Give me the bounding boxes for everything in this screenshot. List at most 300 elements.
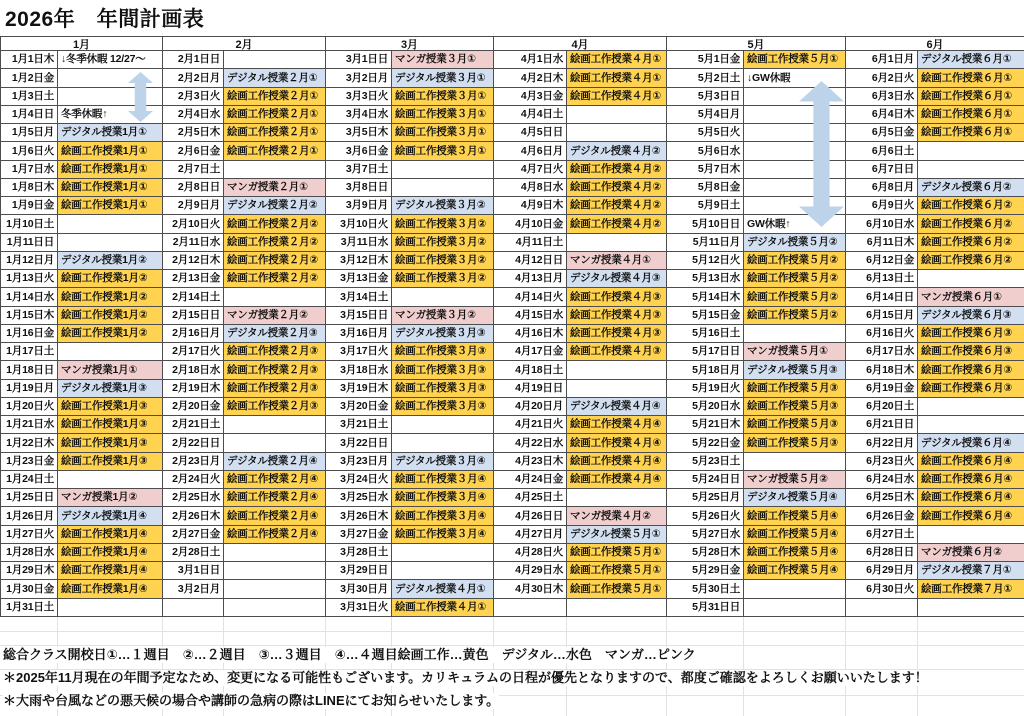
date-cell[interactable]: 1月18日日 [1, 361, 58, 379]
date-cell[interactable]: 6月2日火 [846, 69, 918, 87]
date-cell[interactable]: 6月3日水 [846, 88, 918, 106]
date-cell[interactable]: 2月20日金 [163, 398, 224, 416]
date-cell[interactable]: 3月13日金 [326, 270, 392, 288]
date-cell[interactable]: 6月6日土 [846, 142, 918, 160]
event-cell[interactable]: 冬季休暇↑ [58, 106, 163, 124]
date-cell[interactable]: 3月2日月 [326, 69, 392, 87]
event-cell[interactable]: 絵画工作授業1月① [58, 161, 163, 179]
date-cell[interactable]: 3月24日火 [326, 471, 392, 489]
event-cell[interactable]: 絵画工作授業５月① [567, 562, 667, 580]
date-cell[interactable]: 1月22日木 [1, 434, 58, 452]
event-cell[interactable]: マンガ授業２月① [224, 179, 326, 197]
date-cell[interactable]: 4月17日金 [494, 343, 567, 361]
date-cell[interactable]: 6月21日日 [846, 416, 918, 434]
date-cell[interactable]: 1月13日火 [1, 270, 58, 288]
date-cell[interactable]: 6月14日日 [846, 288, 918, 306]
event-cell[interactable] [567, 234, 667, 252]
date-cell[interactable]: 4月6日月 [494, 142, 567, 160]
date-cell[interactable]: 3月15日日 [326, 307, 392, 325]
event-cell[interactable] [224, 51, 326, 69]
date-cell[interactable]: 2月5日木 [163, 124, 224, 142]
event-cell[interactable]: 絵画工作授業1月② [58, 307, 163, 325]
date-cell[interactable]: 5月5日火 [667, 124, 744, 142]
date-cell[interactable]: 4月11日土 [494, 234, 567, 252]
event-cell[interactable]: デジタル授業６月③ [918, 307, 1024, 325]
legend-text[interactable]: 総合クラス開校日①…１週目 ②…２週目 ③…３週目 ④…４週目絵画工作…黄色 デジタル…水色 マンガ…ピンク [3, 647, 696, 662]
date-cell[interactable]: 1月27日火 [1, 526, 58, 544]
event-cell[interactable]: マンガ授業６月② [918, 544, 1024, 562]
date-cell[interactable]: 2月7日土 [163, 161, 224, 179]
event-cell[interactable]: 絵画工作授業５月③ [744, 434, 846, 452]
event-cell[interactable]: マンガ授業４月② [567, 507, 667, 525]
date-cell[interactable]: 4月9日木 [494, 197, 567, 215]
date-cell[interactable]: 6月4日木 [846, 106, 918, 124]
date-cell[interactable]: 5月4日月 [667, 106, 744, 124]
date-cell[interactable]: 2月24日火 [163, 471, 224, 489]
date-cell[interactable]: 4月2日木 [494, 69, 567, 87]
event-cell[interactable]: 絵画工作授業５月③ [744, 398, 846, 416]
date-cell[interactable]: 3月6日金 [326, 142, 392, 160]
event-cell[interactable]: デジタル授業1月③ [58, 380, 163, 398]
event-cell[interactable]: 絵画工作授業６月① [918, 88, 1024, 106]
event-cell[interactable] [918, 161, 1024, 179]
event-cell[interactable]: 絵画工作授業４月② [567, 197, 667, 215]
event-cell[interactable]: 絵画工作授業３月② [392, 252, 494, 270]
date-cell[interactable]: 3月19日木 [326, 380, 392, 398]
event-cell[interactable]: デジタル授業1月① [58, 124, 163, 142]
month-header[interactable]: 2月 [163, 37, 326, 51]
date-cell[interactable]: 6月1日月 [846, 51, 918, 69]
date-cell[interactable]: 6月18日木 [846, 361, 918, 379]
date-cell[interactable]: 1月24日土 [1, 471, 58, 489]
date-cell[interactable]: 2月10日火 [163, 215, 224, 233]
date-cell[interactable]: 3月14日土 [326, 288, 392, 306]
date-cell[interactable]: 5月13日水 [667, 270, 744, 288]
event-cell[interactable]: 絵画工作授業４月④ [567, 471, 667, 489]
date-cell[interactable]: 2月2日月 [163, 69, 224, 87]
event-cell[interactable]: 絵画工作授業３月③ [392, 343, 494, 361]
event-cell[interactable]: 絵画工作授業1月① [58, 179, 163, 197]
date-cell[interactable]: 5月1日金 [667, 51, 744, 69]
date-cell[interactable]: 4月25日土 [494, 489, 567, 507]
event-cell[interactable]: デジタル授業３月① [392, 69, 494, 87]
date-cell[interactable]: 1月2日金 [1, 69, 58, 87]
date-cell[interactable]: 5月14日木 [667, 288, 744, 306]
date-cell[interactable]: 6月8日月 [846, 179, 918, 197]
event-cell[interactable]: 絵画工作授業４月② [567, 179, 667, 197]
date-cell[interactable]: 2月12日木 [163, 252, 224, 270]
event-cell[interactable]: 絵画工作授業５月③ [744, 416, 846, 434]
date-cell[interactable]: 1月12日月 [1, 252, 58, 270]
event-cell[interactable]: 絵画工作授業５月② [744, 270, 846, 288]
date-cell[interactable]: 3月8日日 [326, 179, 392, 197]
date-cell[interactable]: 4月21日火 [494, 416, 567, 434]
date-cell[interactable]: 6月25日木 [846, 489, 918, 507]
date-cell[interactable]: 4月8日水 [494, 179, 567, 197]
event-cell[interactable]: 絵画工作授業２月① [224, 142, 326, 160]
date-cell[interactable]: 5月19日火 [667, 380, 744, 398]
date-cell[interactable]: 4月15日水 [494, 307, 567, 325]
date-cell[interactable]: 3月21日土 [326, 416, 392, 434]
event-cell[interactable]: 絵画工作授業３月② [392, 215, 494, 233]
date-cell[interactable]: 2月11日水 [163, 234, 224, 252]
date-cell[interactable]: 2月4日水 [163, 106, 224, 124]
event-cell[interactable]: デジタル授業６月① [918, 51, 1024, 69]
date-cell[interactable]: 1月28日水 [1, 544, 58, 562]
date-cell[interactable]: 6月22日月 [846, 434, 918, 452]
event-cell[interactable]: 絵画工作授業３月④ [392, 507, 494, 525]
event-cell[interactable]: 絵画工作授業５月① [567, 544, 667, 562]
date-cell[interactable]: 4月28日火 [494, 544, 567, 562]
date-cell[interactable]: 2月25日水 [163, 489, 224, 507]
date-cell[interactable]: 5月9日土 [667, 197, 744, 215]
event-cell[interactable]: 絵画工作授業４月② [567, 161, 667, 179]
event-cell[interactable] [744, 453, 846, 471]
event-cell[interactable]: 絵画工作授業1月③ [58, 416, 163, 434]
date-cell[interactable]: 3月26日木 [326, 507, 392, 525]
event-cell[interactable] [392, 288, 494, 306]
date-cell[interactable]: 4月30日木 [494, 580, 567, 598]
date-cell[interactable]: 4月29日水 [494, 562, 567, 580]
date-cell[interactable]: 5月21日木 [667, 416, 744, 434]
date-cell[interactable]: 2月28日土 [163, 544, 224, 562]
event-cell[interactable] [392, 416, 494, 434]
event-cell[interactable]: 絵画工作授業1月④ [58, 562, 163, 580]
event-cell[interactable]: 絵画工作授業２月③ [224, 398, 326, 416]
event-cell[interactable]: 絵画工作授業1月③ [58, 453, 163, 471]
event-cell[interactable]: 絵画工作授業４月④ [567, 416, 667, 434]
event-cell[interactable]: 絵画工作授業４月④ [567, 434, 667, 452]
date-cell[interactable]: 3月7日土 [326, 161, 392, 179]
event-cell[interactable]: 絵画工作授業４月③ [567, 288, 667, 306]
date-cell[interactable]: 4月4日土 [494, 106, 567, 124]
event-cell[interactable]: デジタル授業２月③ [224, 325, 326, 343]
date-cell[interactable]: 3月2日月 [163, 580, 224, 598]
event-cell[interactable]: 絵画工作授業２月③ [224, 380, 326, 398]
event-cell[interactable] [918, 270, 1024, 288]
event-cell[interactable] [224, 562, 326, 580]
event-cell[interactable] [392, 434, 494, 452]
event-cell[interactable] [918, 416, 1024, 434]
date-cell[interactable]: 6月19日金 [846, 380, 918, 398]
date-cell[interactable]: 4月13日月 [494, 270, 567, 288]
date-cell[interactable]: 4月24日金 [494, 471, 567, 489]
date-cell[interactable]: 3月5日木 [326, 124, 392, 142]
event-cell[interactable] [392, 179, 494, 197]
event-cell[interactable]: 絵画工作授業２月② [224, 252, 326, 270]
date-cell[interactable]: 3月1日日 [326, 51, 392, 69]
event-cell[interactable] [567, 106, 667, 124]
date-cell[interactable]: 4月23日木 [494, 453, 567, 471]
date-cell[interactable]: 1月21日水 [1, 416, 58, 434]
event-cell[interactable]: 絵画工作授業２月① [224, 124, 326, 142]
month-header[interactable]: 3月 [326, 37, 494, 51]
event-cell[interactable] [224, 161, 326, 179]
date-cell[interactable]: 2月19日木 [163, 380, 224, 398]
date-cell[interactable]: 2月17日火 [163, 343, 224, 361]
date-cell[interactable]: 5月17日日 [667, 343, 744, 361]
event-cell[interactable]: 絵画工作授業４月① [567, 69, 667, 87]
event-cell[interactable]: デジタル授業５月③ [744, 361, 846, 379]
event-cell[interactable]: 絵画工作授業６月① [918, 124, 1024, 142]
event-cell[interactable]: 絵画工作授業６月④ [918, 453, 1024, 471]
date-cell[interactable]: 4月18日土 [494, 361, 567, 379]
event-cell[interactable] [224, 599, 326, 617]
event-cell[interactable]: マンガ授業５月② [744, 471, 846, 489]
event-cell[interactable] [744, 161, 846, 179]
date-cell[interactable]: 5月25日月 [667, 489, 744, 507]
date-cell[interactable]: 2月8日日 [163, 179, 224, 197]
event-cell[interactable] [58, 215, 163, 233]
date-cell[interactable]: 3月16日月 [326, 325, 392, 343]
date-cell[interactable]: 3月3日火 [326, 88, 392, 106]
event-cell[interactable]: 絵画工作授業５月② [744, 288, 846, 306]
month-header[interactable]: 1月 [1, 37, 163, 51]
note-schedule-change[interactable]: ＊2025年11月現在の年間予定なため、変更になる可能性もございます。カリキュラムの日程が優先となりますので、都度ご確認をよろしくお願いいたします！ [3, 670, 928, 685]
date-cell[interactable]: 5月26日火 [667, 507, 744, 525]
event-cell[interactable]: GW休暇↑ [744, 215, 846, 233]
event-cell[interactable]: 絵画工作授業５月① [744, 51, 846, 69]
event-cell[interactable]: ↓GW休暇 [744, 69, 846, 87]
date-cell[interactable]: 1月15日木 [1, 307, 58, 325]
date-cell[interactable]: 3月30日月 [326, 580, 392, 598]
date-cell[interactable]: 4月22日水 [494, 434, 567, 452]
date-cell[interactable]: 4月12日日 [494, 252, 567, 270]
event-cell[interactable]: 絵画工作授業1月④ [58, 544, 163, 562]
event-cell[interactable] [58, 471, 163, 489]
event-cell[interactable]: 絵画工作授業６月① [918, 69, 1024, 87]
event-cell[interactable]: 絵画工作授業６月③ [918, 361, 1024, 379]
event-cell[interactable]: 絵画工作授業５月② [744, 307, 846, 325]
month-header[interactable]: 6月 [846, 37, 1024, 51]
event-cell[interactable]: デジタル授業1月④ [58, 507, 163, 525]
event-cell[interactable]: 絵画工作授業４月① [567, 88, 667, 106]
event-cell[interactable]: 絵画工作授業1月④ [58, 580, 163, 598]
date-cell[interactable]: 5月6日水 [667, 142, 744, 160]
event-cell[interactable]: 絵画工作授業1月① [58, 197, 163, 215]
event-cell[interactable] [392, 544, 494, 562]
date-cell[interactable]: 3月22日日 [326, 434, 392, 452]
event-cell[interactable] [392, 161, 494, 179]
event-cell[interactable]: 絵画工作授業４月④ [567, 453, 667, 471]
date-cell[interactable]: 1月3日土 [1, 88, 58, 106]
event-cell[interactable]: 絵画工作授業３月① [392, 106, 494, 124]
event-cell[interactable]: 絵画工作授業４月② [567, 215, 667, 233]
event-cell[interactable]: 絵画工作授業３月③ [392, 380, 494, 398]
event-cell[interactable]: デジタル授業２月④ [224, 453, 326, 471]
event-cell[interactable]: デジタル授業４月② [567, 142, 667, 160]
event-cell[interactable]: ↓冬季休暇 12/27～ [58, 51, 163, 69]
date-cell[interactable]: 4月14日火 [494, 288, 567, 306]
date-cell[interactable]: 3月29日日 [326, 562, 392, 580]
event-cell[interactable] [392, 562, 494, 580]
date-cell[interactable]: 2月26日木 [163, 507, 224, 525]
date-cell[interactable]: 6月12日金 [846, 252, 918, 270]
date-cell[interactable]: 1月26日月 [1, 507, 58, 525]
date-cell[interactable]: 4月3日金 [494, 88, 567, 106]
event-cell[interactable] [224, 416, 326, 434]
event-cell[interactable] [224, 544, 326, 562]
event-cell[interactable] [224, 434, 326, 452]
event-cell[interactable]: デジタル授業７月① [918, 562, 1024, 580]
event-cell[interactable]: 絵画工作授業５月④ [744, 507, 846, 525]
event-cell[interactable]: 絵画工作授業６月③ [918, 325, 1024, 343]
date-cell[interactable]: 1月19日月 [1, 380, 58, 398]
event-cell[interactable] [918, 526, 1024, 544]
date-cell[interactable]: 3月23日月 [326, 453, 392, 471]
event-cell[interactable]: マンガ授業５月① [744, 343, 846, 361]
event-cell[interactable] [58, 234, 163, 252]
date-cell[interactable]: 6月27日土 [846, 526, 918, 544]
date-cell[interactable]: 2月27日金 [163, 526, 224, 544]
date-cell[interactable]: 3月25日水 [326, 489, 392, 507]
event-cell[interactable]: 絵画工作授業３月② [392, 234, 494, 252]
date-cell[interactable]: 6月29日月 [846, 562, 918, 580]
date-cell[interactable]: 2月14日土 [163, 288, 224, 306]
event-cell[interactable]: デジタル授業６月② [918, 179, 1024, 197]
date-cell[interactable]: 1月30日金 [1, 580, 58, 598]
date-cell[interactable]: 3月28日土 [326, 544, 392, 562]
date-cell[interactable]: 6月23日火 [846, 453, 918, 471]
event-cell[interactable]: 絵画工作授業６月③ [918, 343, 1024, 361]
event-cell[interactable]: デジタル授業３月③ [392, 325, 494, 343]
date-cell[interactable]: 6月11日木 [846, 234, 918, 252]
event-cell[interactable] [224, 580, 326, 598]
event-cell[interactable]: デジタル授業６月④ [918, 434, 1024, 452]
event-cell[interactable]: 絵画工作授業２月③ [224, 361, 326, 379]
event-cell[interactable]: 絵画工作授業３月① [392, 88, 494, 106]
date-cell[interactable]: 2月3日火 [163, 88, 224, 106]
event-cell[interactable] [567, 599, 667, 617]
event-cell[interactable]: 絵画工作授業６月④ [918, 471, 1024, 489]
date-cell[interactable]: 5月27日水 [667, 526, 744, 544]
event-cell[interactable]: デジタル授業５月① [567, 526, 667, 544]
date-cell[interactable]: 1月8日木 [1, 179, 58, 197]
date-cell[interactable]: 1月7日水 [1, 161, 58, 179]
event-cell[interactable] [918, 599, 1024, 617]
date-cell[interactable]: 3月12日木 [326, 252, 392, 270]
date-cell[interactable]: 3月11日水 [326, 234, 392, 252]
date-cell[interactable]: 3月4日水 [326, 106, 392, 124]
event-cell[interactable]: 絵画工作授業６月③ [918, 380, 1024, 398]
event-cell[interactable]: 絵画工作授業５月④ [744, 544, 846, 562]
date-cell[interactable]: 6月9日火 [846, 197, 918, 215]
event-cell[interactable]: デジタル授業５月④ [744, 489, 846, 507]
date-cell[interactable]: 1月4日日 [1, 106, 58, 124]
date-cell[interactable]: 5月29日金 [667, 562, 744, 580]
date-cell[interactable]: 5月11日月 [667, 234, 744, 252]
date-cell[interactable]: 5月12日火 [667, 252, 744, 270]
event-cell[interactable]: マンガ授業３月② [392, 307, 494, 325]
event-cell[interactable]: 絵画工作授業３月① [392, 124, 494, 142]
event-cell[interactable]: 絵画工作授業５月④ [744, 526, 846, 544]
event-cell[interactable]: 絵画工作授業３月② [392, 270, 494, 288]
event-cell[interactable]: 絵画工作授業1月① [58, 142, 163, 160]
date-cell[interactable]: 5月30日土 [667, 580, 744, 598]
event-cell[interactable] [744, 325, 846, 343]
date-cell[interactable]: 5月3日日 [667, 88, 744, 106]
event-cell[interactable]: 絵画工作授業1月③ [58, 398, 163, 416]
event-cell[interactable]: デジタル授業５月② [744, 234, 846, 252]
date-cell[interactable]: 5月15日金 [667, 307, 744, 325]
date-cell[interactable]: 3月20日金 [326, 398, 392, 416]
date-cell[interactable]: 6月30日火 [846, 580, 918, 598]
event-cell[interactable] [744, 106, 846, 124]
event-cell[interactable]: 絵画工作授業２月② [224, 234, 326, 252]
event-cell[interactable]: マンガ授業３月① [392, 51, 494, 69]
event-cell[interactable]: 絵画工作授業３月③ [392, 398, 494, 416]
event-cell[interactable]: マンガ授業1月② [58, 489, 163, 507]
event-cell[interactable]: 絵画工作授業４月① [392, 599, 494, 617]
event-cell[interactable]: 絵画工作授業1月④ [58, 526, 163, 544]
date-cell[interactable]: 5月8日金 [667, 179, 744, 197]
event-cell[interactable] [58, 88, 163, 106]
event-cell[interactable]: マンガ授業４月① [567, 252, 667, 270]
event-cell[interactable]: 絵画工作授業２月② [224, 215, 326, 233]
date-cell[interactable]: 5月7日木 [667, 161, 744, 179]
event-cell[interactable]: 絵画工作授業４月③ [567, 343, 667, 361]
event-cell[interactable] [58, 343, 163, 361]
event-cell[interactable]: デジタル授業３月② [392, 197, 494, 215]
date-cell[interactable]: 3月18日水 [326, 361, 392, 379]
event-cell[interactable]: 絵画工作授業1月② [58, 325, 163, 343]
date-cell[interactable]: 4月5日日 [494, 124, 567, 142]
date-cell[interactable]: 5月18日月 [667, 361, 744, 379]
date-cell[interactable]: 4月16日木 [494, 325, 567, 343]
event-cell[interactable]: 絵画工作授業４月③ [567, 307, 667, 325]
date-cell[interactable]: 4月19日日 [494, 380, 567, 398]
date-cell[interactable]: 2月16日月 [163, 325, 224, 343]
event-cell[interactable]: 絵画工作授業６月② [918, 215, 1024, 233]
event-cell[interactable]: マンガ授業２月② [224, 307, 326, 325]
date-cell[interactable]: 1月5日月 [1, 124, 58, 142]
event-cell[interactable]: 絵画工作授業３月④ [392, 526, 494, 544]
event-cell[interactable]: 絵画工作授業２月④ [224, 489, 326, 507]
event-cell[interactable]: 絵画工作授業２月② [224, 270, 326, 288]
event-cell[interactable]: デジタル授業２月② [224, 197, 326, 215]
event-cell[interactable] [918, 142, 1024, 160]
event-cell[interactable]: 絵画工作授業２月④ [224, 471, 326, 489]
event-cell[interactable]: 絵画工作授業1月② [58, 270, 163, 288]
date-cell[interactable]: 6月28日日 [846, 544, 918, 562]
date-cell[interactable]: 5月10日日 [667, 215, 744, 233]
date-cell[interactable]: 1月17日土 [1, 343, 58, 361]
date-cell[interactable]: 5月22日金 [667, 434, 744, 452]
date-cell[interactable]: 2月15日日 [163, 307, 224, 325]
date-cell[interactable]: 3月17日火 [326, 343, 392, 361]
event-cell[interactable]: デジタル授業３月④ [392, 453, 494, 471]
event-cell[interactable] [744, 179, 846, 197]
event-cell[interactable]: 絵画工作授業1月② [58, 288, 163, 306]
event-cell[interactable]: 絵画工作授業６月② [918, 234, 1024, 252]
date-cell[interactable]: 2月9日月 [163, 197, 224, 215]
date-cell[interactable]: 1月1日木 [1, 51, 58, 69]
date-cell[interactable]: 1月31日土 [1, 599, 58, 617]
event-cell[interactable]: デジタル授業４月③ [567, 270, 667, 288]
date-cell[interactable]: 1月29日木 [1, 562, 58, 580]
event-cell[interactable]: デジタル授業２月① [224, 69, 326, 87]
date-cell[interactable]: 6月24日水 [846, 471, 918, 489]
date-cell[interactable] [163, 599, 224, 617]
date-cell[interactable]: 2月6日金 [163, 142, 224, 160]
date-cell[interactable]: 4月10日金 [494, 215, 567, 233]
date-cell[interactable]: 1月20日火 [1, 398, 58, 416]
event-cell[interactable]: マンガ授業６月① [918, 288, 1024, 306]
event-cell[interactable]: 絵画工作授業５月③ [744, 380, 846, 398]
date-cell[interactable]: 6月13日土 [846, 270, 918, 288]
month-header[interactable]: 5月 [667, 37, 846, 51]
date-cell[interactable]: 6月16日火 [846, 325, 918, 343]
